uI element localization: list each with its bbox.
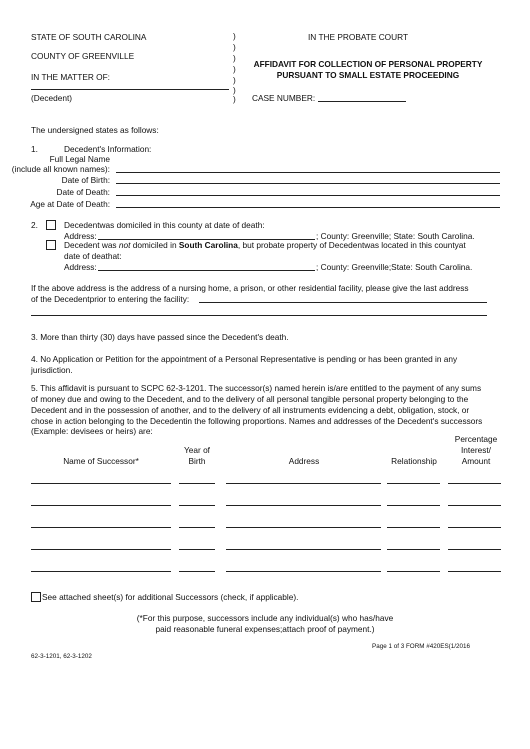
address1-suffix: ; County: Greenville; State: South Carolina. (316, 231, 475, 241)
dod-label: Date of Death: (56, 187, 110, 197)
state-label: STATE OF SOUTH CAROLINA (31, 32, 147, 42)
dob-field[interactable] (116, 183, 500, 184)
paren: ) (233, 94, 236, 104)
county-label: COUNTY OF GREENVILLE (31, 51, 135, 61)
col-pct-header-2: Interest/ (461, 445, 491, 455)
full-name-label: Full Legal Name (49, 154, 110, 164)
row5-address-field[interactable] (226, 571, 381, 572)
section5-line: (Example: devisees or heirs) are: (31, 426, 153, 436)
col-name-header: Name of Successor* (63, 456, 139, 466)
row2-year-field[interactable] (179, 505, 215, 506)
paren: ) (233, 31, 236, 41)
text-part-italic: not (118, 240, 131, 250)
domiciled-text: Decedentwas domiciled in this county at date of death: (64, 220, 265, 230)
col-address-header: Address (288, 456, 320, 466)
section5-line: of money due and owing to the Decedent, and to the delivery of all personal tangible personal property belonging to the (31, 394, 469, 404)
paren: ) (233, 85, 236, 95)
attached-sheets-text: See attached sheet(s) for additional Successors (check, if applicable). (42, 592, 299, 602)
text-part: , but probate property of Decedentwas located in this countyat (237, 240, 466, 250)
row2-address-field[interactable] (226, 505, 381, 506)
dob-label: Date of Birth: (61, 175, 110, 185)
row3-relationship-field[interactable] (387, 527, 440, 528)
footnote-line-2: paid reasonable funeral expenses;attach proof of payment.) (155, 624, 375, 634)
intro-text: The undersigned states as follows: (31, 125, 159, 135)
statute-codes: 62-3-1201, 62-3-1202 (31, 653, 92, 660)
row2-pct-field[interactable] (448, 505, 501, 506)
dod-field[interactable] (116, 195, 500, 196)
age-field[interactable] (116, 207, 500, 208)
not-domiciled-text (64, 240, 466, 250)
nursing-line-1: If the above address is the address of a nursing home, a prison, or other residential facility, please give the last address (31, 283, 469, 293)
row3-name-field[interactable] (31, 527, 171, 528)
row2-relationship-field[interactable] (387, 505, 440, 506)
title-line-1: AFFIDAVIT FOR COLLECTION OF PERSONAL PROPERTY (253, 59, 483, 69)
section4-line-2: jurisdiction. (31, 365, 73, 375)
row4-year-field[interactable] (179, 549, 215, 550)
row5-relationship-field[interactable] (387, 571, 440, 572)
section5-line: Decedent and in the possession of another, and to the delivery of all instruments evidencing a debt, obligation, stock, or (31, 405, 470, 415)
footnote-line-1: (*For this purpose, successors include any individual(s) who has/have (136, 613, 394, 623)
known-names-label: (include all known names): (11, 164, 110, 174)
section1-heading: Decedent's Information: (64, 144, 152, 154)
col-year-header-2: Birth (188, 456, 206, 466)
row1-name-field[interactable] (31, 483, 171, 484)
date-of-death-at: date of deathat: (64, 251, 122, 261)
row2-name-field[interactable] (31, 505, 171, 506)
section3-text: 3. More than thirty (30) days have passed since the Decedent's death. (31, 332, 289, 342)
address2-field[interactable] (98, 270, 315, 271)
col-pct-header-3: Amount (461, 456, 491, 466)
col-relationship-header: Relationship (391, 456, 437, 466)
address1-label: Address: (64, 231, 97, 241)
case-number-label: CASE NUMBER: (252, 93, 316, 103)
matter-label: IN THE MATTER OF: (31, 72, 110, 82)
row3-address-field[interactable] (226, 527, 381, 528)
row1-year-field[interactable] (179, 483, 215, 484)
section1-number: 1. (31, 144, 38, 154)
row4-relationship-field[interactable] (387, 549, 440, 550)
text-part-bold: South Carolina (178, 240, 238, 250)
paren: ) (233, 75, 236, 85)
domiciled-checkbox[interactable] (46, 220, 56, 230)
paren: ) (233, 53, 236, 63)
paren: ) (233, 64, 236, 74)
row3-year-field[interactable] (179, 527, 215, 528)
prior-address-field-2[interactable] (31, 315, 487, 316)
text-part: domiciled in (130, 240, 179, 250)
title-line-2: PURSUANT TO SMALL ESTATE PROCEEDING (276, 70, 460, 80)
row4-address-field[interactable] (226, 549, 381, 550)
case-number-field[interactable] (318, 101, 406, 102)
row1-pct-field[interactable] (448, 483, 501, 484)
page-footer: Page 1 of 3 FORM #420ES(1/2016 (372, 643, 471, 650)
col-pct-header-1: Percentage (454, 434, 498, 444)
row3-pct-field[interactable] (448, 527, 501, 528)
row4-pct-field[interactable] (448, 549, 501, 550)
row5-pct-field[interactable] (448, 571, 501, 572)
text-part: Decedent was (64, 240, 119, 250)
not-domiciled-checkbox[interactable] (46, 240, 56, 250)
paren: ) (233, 42, 236, 52)
row4-name-field[interactable] (31, 549, 171, 550)
row1-relationship-field[interactable] (387, 483, 440, 484)
section5-line: chose in action belonging to the Decedentin the following proportions. Names and addresses of the Decedent's successors (31, 416, 483, 426)
section2-number: 2. (31, 220, 38, 230)
matter-line[interactable] (31, 89, 229, 90)
decedent-label: (Decedent) (31, 93, 73, 103)
address2-suffix: ; County: Greenville;State: South Carolina. (316, 262, 473, 272)
age-label: Age at Date of Death: (30, 199, 110, 209)
row5-year-field[interactable] (179, 571, 215, 572)
section5-line: 5. This affidavit is pursuant to SCPC 62-3-1201. The successor(s) named herein is/are entitled to the payment of any sums (31, 383, 482, 393)
court-label: IN THE PROBATE COURT (308, 32, 409, 42)
section4-line-1: 4. No Application or Petition for the appointment of a Personal Representative is pending or has been granted in any (31, 354, 458, 364)
prior-address-field[interactable] (199, 302, 487, 303)
full-name-field[interactable] (116, 172, 500, 173)
nursing-line-2: of the Decedentprior to entering the facility: (31, 294, 190, 304)
address2-label: Address: (64, 262, 97, 272)
row1-address-field[interactable] (226, 483, 381, 484)
row5-name-field[interactable] (31, 571, 171, 572)
col-year-header-1: Year of (184, 445, 210, 455)
attached-sheets-checkbox[interactable] (31, 592, 41, 602)
